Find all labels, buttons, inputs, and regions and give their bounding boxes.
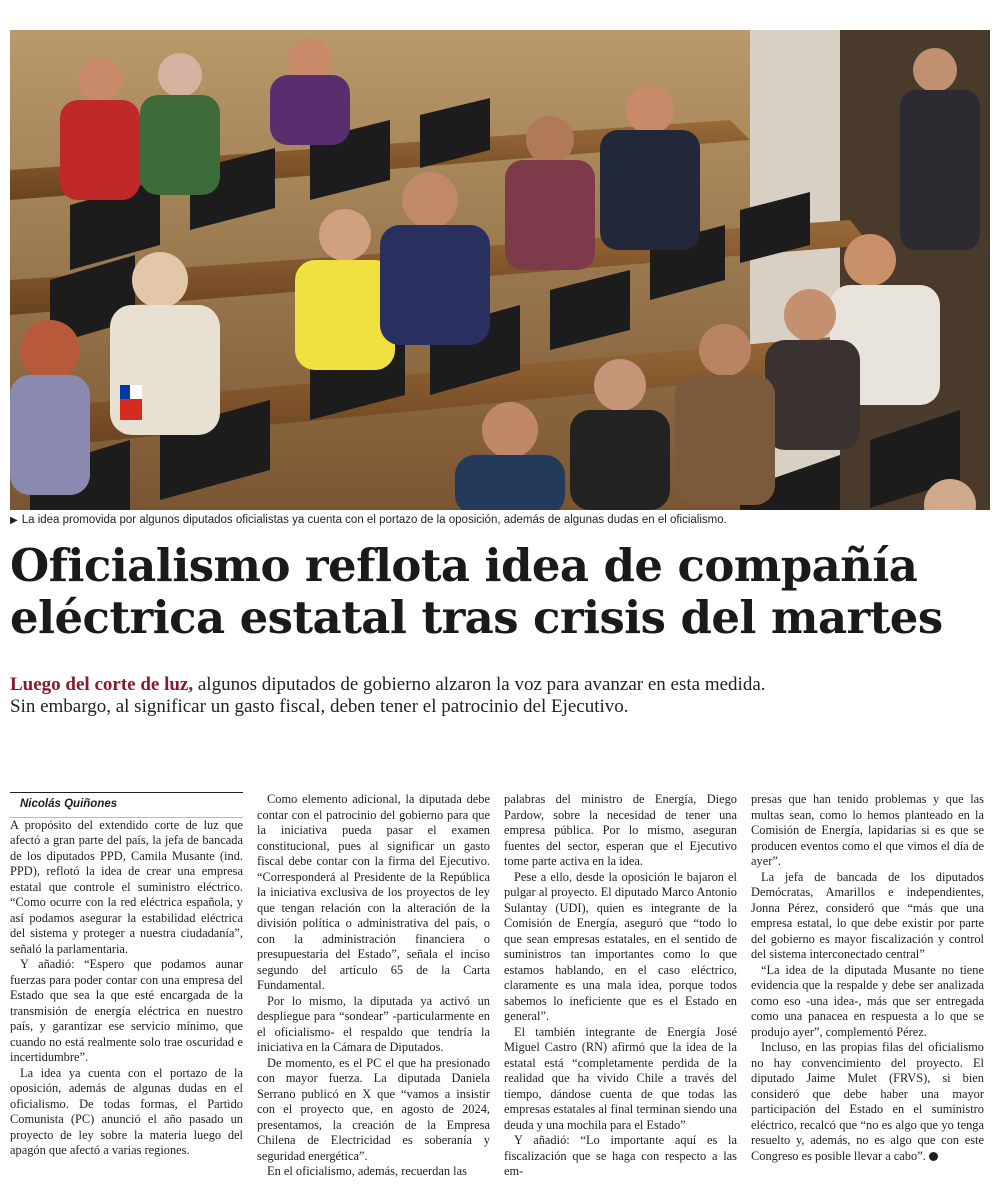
byline: Nicolás Quiñones: [10, 792, 243, 818]
headline-line-1: Oficialismo reflota idea de compañía: [10, 539, 918, 592]
article-photo: [10, 30, 990, 510]
deck: [10, 674, 770, 718]
photo-caption: [10, 514, 990, 526]
photo-illustration: [10, 30, 990, 510]
paragraph-final: [751, 1040, 984, 1164]
paragraph: presas que han tenido problemas y que las multas sean, como lo hemos planteado en la Comisión de Energía, lapidarias si es que se producen eventos como el que vimos el día de ayer”.: [751, 792, 984, 868]
end-of-article-icon: [929, 1152, 938, 1161]
article-column-2: [257, 792, 490, 1180]
headline: [10, 540, 990, 644]
deck-rest: algunos diputados de gobierno alzaron la voz para avanzar en esta medida. Sin embargo, al significar un gasto fiscal, deben tener el patrocinio del Ejecutivo.: [10, 674, 766, 717]
paragraph: En el oficialismo, además, recuerdan las: [267, 1164, 467, 1178]
paragraph: Y añadió: “Lo importante aquí es la fiscalización que se haga con respecto a las em-: [504, 1133, 737, 1178]
deck-lead: Luego del corte de luz,: [10, 674, 194, 695]
caption-triangle-icon: ▶: [10, 515, 18, 526]
paragraph: Pese a ello, desde la oposición le bajaron el pulgar al proyecto. El diputado Marco Antonio Sulantay (UDI), quien es integrante de la Comisión de Energía, aseguró que “todo lo que sean empresas estatales, en el sentido de suministros tan importantes como lo que estamos hablando, en el caso eléctrico, claramente es una mala idea, porque todos sabemos lo ineficiente que es el Estado en general”.: [504, 869, 737, 1023]
paragraph: palabras del ministro de Energía, Diego Pardow, sobre la necesidad de tener una empresa pública. Por lo mismo, aseguran fuentes del sector, esperan que el Ejecutivo tome parte activa en la idea.: [504, 792, 737, 868]
paragraph: A propósito del extendido corte de luz que afectó a gran parte del país, la jefa de bancada de los diputados PPD, Camila Musante (ind. PPD), reflotó la idea de crear una empresa estatal que controle el suministro eléctrico. “Como ocurre con la red eléctrica española, y así podamos asegurar la estabilidad eléctrica del sistema y proteger a nuestra ciudadanía”, señaló la parlamentaria.: [10, 817, 243, 956]
article-column-4: [751, 792, 984, 1164]
caption-text: La idea promovida por algunos diputados oficialistas ya cuenta con el portazo de la oposición, además de algunas dudas en el oficialismo.: [21, 514, 727, 526]
paragraph: De momento, es el PC el que ha presionado con mayor fuerza. La diputada Daniela Serrano publicó en X que “vamos a insistir con el proyecto que, en agosto de 2024, presentamos, la creación de la Empresa Chilena de Electricidad es soberanía y seguridad energética”.: [257, 1055, 490, 1163]
paragraph: Por lo mismo, la diputada ya activó un despliegue para “sondear” -particularmente en el oficialismo- el respaldo que tendría la iniciativa en la Cámara de Diputados.: [257, 993, 490, 1054]
article-column-3: [504, 792, 737, 1180]
paragraph: Como elemento adicional, la diputada debe contar con el patrocinio del gobierno para que la iniciativa pueda pasar el examen constitucional, pues al significar un gasto fiscal debe contar con la firma del Ejecutivo. “Corresponderá al Presidente de la República la iniciativa exclusiva de los proyectos de ley que tengan relación con la alteración de la división política o administrativa del país, o con la administración financiera o presupuestaria del Estado”, señala el inciso segundo del artículo 65 de la Carta Fundamental.: [257, 792, 490, 992]
paragraph: La jefa de bancada de los diputados Demócratas, Amarillos e independientes, Jonna Pérez, consideró que “más que una empresa estatal, lo que debe existir por parte del gobierno es mayor fiscalización y control del sistema interconectado central”: [751, 869, 984, 961]
paragraph: El también integrante de Energía José Miguel Castro (RN) afirmó que la idea de la estatal está “completamente perdida de la realidad que ha vivido Chile a través del tiempo, dándose cuenta de que todas las empresas estatales al final terminan siendo una deuda y una mochila para el Estado”: [504, 1024, 737, 1132]
paragraph: La idea ya cuenta con el portazo de la oposición, además de algunas dudas en el oficialismo. De todas formas, el Partido Comunista (PC) anunció el año pasado un proyecto de ley sobre la materia luego del apagón que afectó a varias regiones.: [10, 1065, 243, 1157]
paragraph-final-text: Incluso, en las propias filas del oficialismo no hay convencimiento del proyecto. El diputado Jaime Mulet (FRVS), si bien consideró que debe haber una mayor participación del Estado en el suministro eléctrico, recalcó que “no es algo que yo tenga resuelto y, además, no es algo que con este Congreso es posible llevar a cabo”.: [751, 1040, 984, 1163]
article-column-1: [10, 792, 243, 1159]
paragraph: “La idea de la diputada Musante no tiene evidencia que la respalde y debe ser analizada como eso -una idea-, más que ser entregada como una panacea en respuesta a lo que se produjo ayer”, complementó Pérez.: [751, 962, 984, 1039]
headline-line-2: eléctrica estatal tras crisis del martes: [10, 591, 943, 644]
paragraph: Y añadió: “Espero que podamos aunar fuerzas para poder contar con una empresa del Estado que sea la que esté encargada de la transmisión de energía eléctrica en nuestro país, y garantizar ese servicio mínimo, que cuando no está realmente solo trae oscuridad e incertidumbre”.: [10, 957, 243, 1064]
